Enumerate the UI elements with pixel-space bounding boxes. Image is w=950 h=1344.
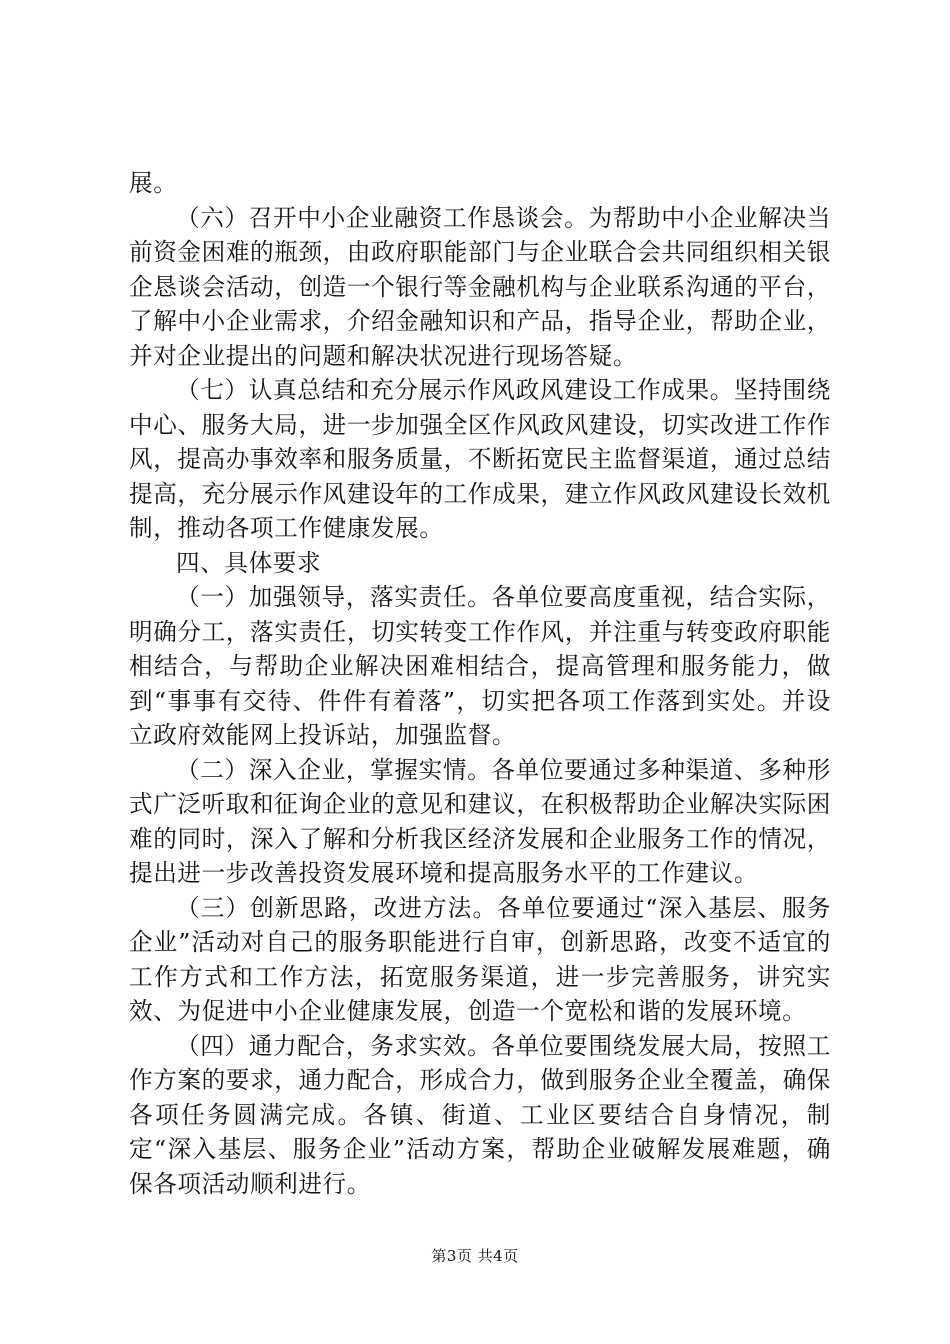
paragraph-requirement-2: （二）深入企业，掌握实情。各单位要通过多种渠道、多种形式广泛听取和征询企业的意见和建议，在积极帮助企业解决实际困难的同时，深入了解和分析我区经济发展和企业服务工作的情况，提出进一步改善投资发展环境和提高服务水平的工作建议。 [129, 755, 831, 887]
page-number-footer: 第3页 共4页 [431, 1247, 519, 1265]
section-heading-requirements: 四、具体要求 [176, 548, 322, 577]
paragraph-requirement-4: （四）通力配合，务求实效。各单位要围绕发展大局，按照工作方案的要求，通力配合，形成合力，做到服务企业全覆盖，确保各项任务圆满完成。各镇、街道、工业区要结合自身情况，制定“深入基层、服务企业”活动方案，帮助企业破解发展难题，确保各项活动顺利进行。 [129, 1031, 831, 1198]
paragraph-item-7: （七）认真总结和充分展示作风政风建设工作成果。坚持围绕中心、服务大局，进一步加强全区作风政风建设，切实改进工作作风，提高办事效率和服务质量，不断拓宽民主监督渠道，通过总结提高，充分展示作风建设年的工作成果，建立作风政风建设长效机制，推动各项工作健康发展。 [129, 376, 831, 542]
document-body [129, 166, 831, 1201]
paragraph-requirement-3: （三）创新思路，改进方法。各单位要通过“深入基层、服务企业”活动对自己的服务职能进行自审，创新思路，改变不适宜的工作方式和工作方法，拓宽服务渠道，进一步完善服务，讲究实效、为促进中小企业健康发展，创造一个宽松和谐的发展环境。 [129, 893, 831, 1025]
paragraph-continuation: 展。 [129, 169, 178, 197]
paragraph-item-6: （六）召开中小企业融资工作恳谈会。为帮助中小企业解决当前资金困难的瓶颈，由政府职能部门与企业联合会共同组织相关银企恳谈会活动，创造一个银行等金融机构与企业联系沟通的平台，了解中小企业需求，介绍金融知识和产品，指导企业，帮助企业，并对企业提出的问题和解决状况进行现场答疑。 [129, 203, 831, 370]
paragraph-requirement-1: （一）加强领导，落实责任。各单位要高度重视，结合实际，明确分工，落实责任，切实转变工作作风，并注重与转变政府职能相结合，与帮助企业解决困难相结合，提高管理和服务能力，做到“事事有交待、件件有着落”，切实把各项工作落到实处。并设立政府效能网上投诉站，加强监督。 [129, 583, 831, 749]
